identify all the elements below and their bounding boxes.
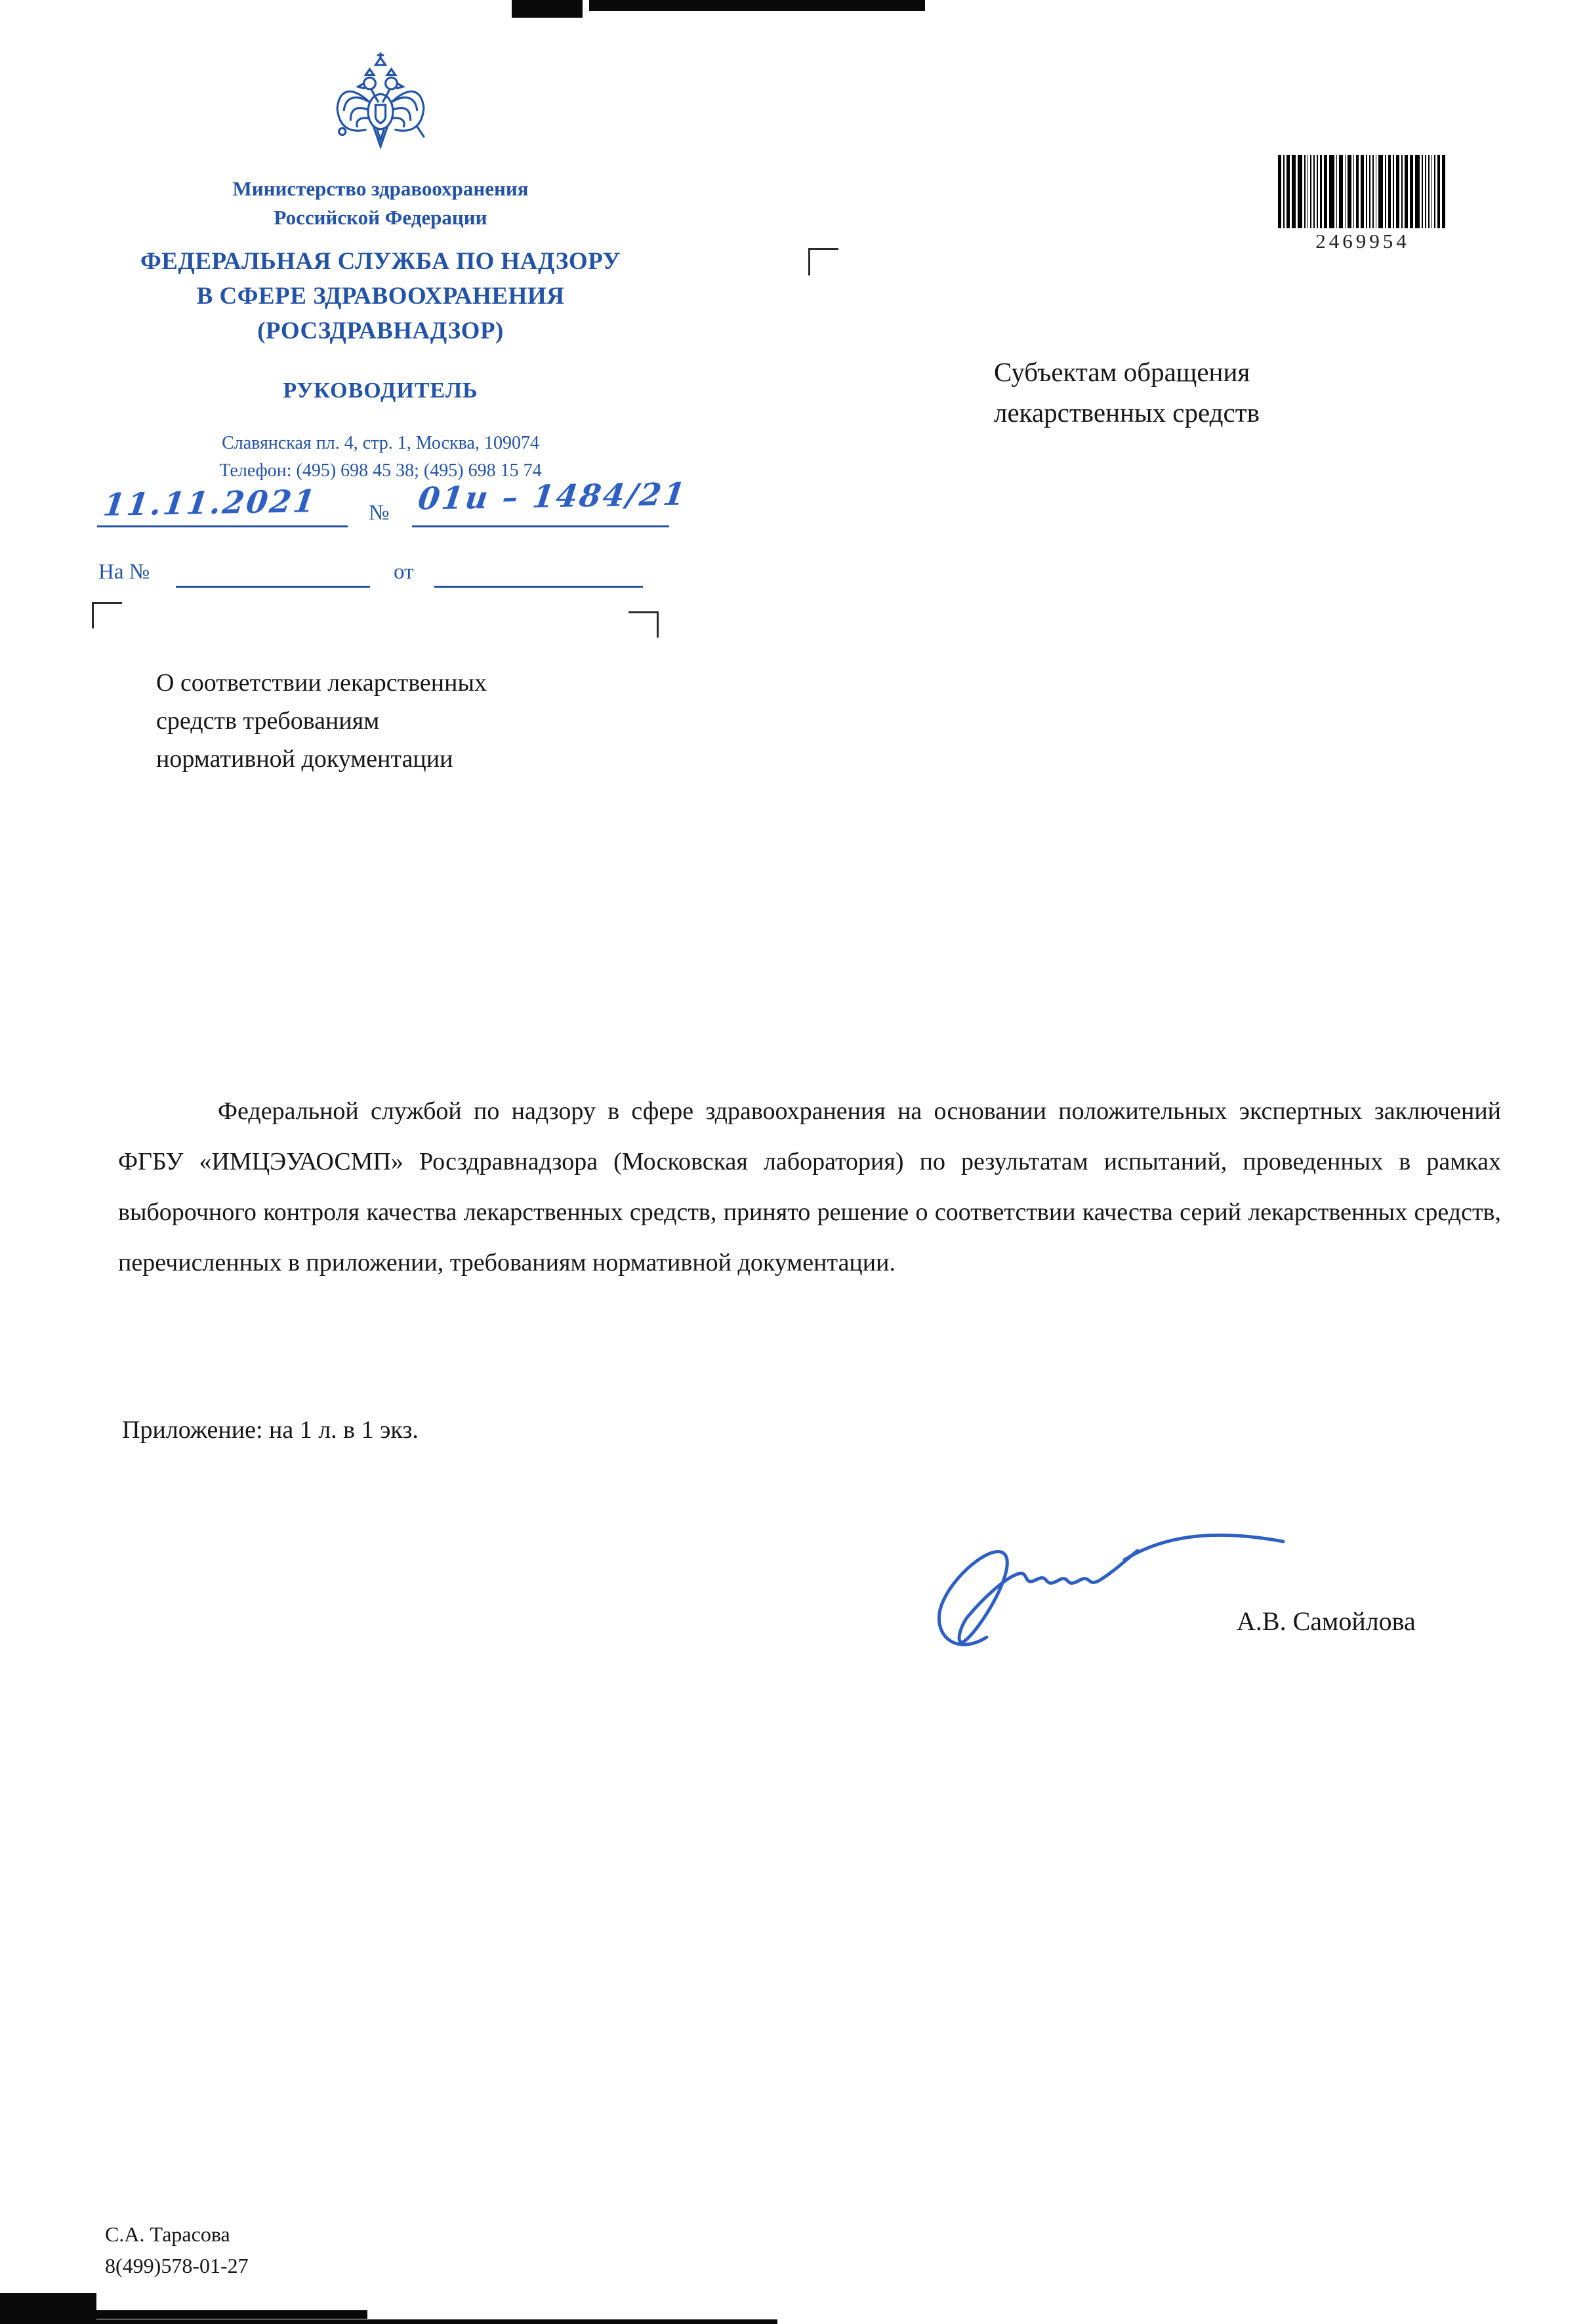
outgoing-number-handwritten: 01и – 1484/21 [416,476,690,518]
reply-number-blank [176,559,370,588]
date-underline [97,497,348,527]
barcode-number: 2469954 [1315,230,1410,253]
scan-artifact-bottom-strip-thin [0,2319,777,2324]
subject-block [156,664,487,778]
corner-mark-addressee [808,248,838,275]
corner-mark-right [628,611,659,638]
scan-artifact-top-left-bar [512,0,583,18]
ministry-name-line1: Министерство здравоохранения [232,177,529,200]
coat-of-arms-icon [331,50,430,160]
footer-block [105,2218,249,2281]
subject-line2: средств требованиям [156,707,380,735]
outgoing-date-handwritten: 11.11.2021 [101,483,319,523]
executor-name: С.А. Тарасова [105,2222,230,2246]
addressee-block [994,352,1260,433]
subject-line1: О соответствии лекарственных [156,669,487,697]
number-sign: № [369,501,390,525]
addressee-line1: Субъектам обращения [994,357,1250,387]
body-paragraph: Федеральной службой по надзору в сфере здравоохранения на основании положительных экспертных заключений ФГБУ «ИМЦЭУАОСМП» Росздравнадзора (Московская лаборатория) по результатам испытаний, проведенных в рамках выборочного контроля качества лекарственных средств, принято решение о соответствии качества серий лекарственных средств, перечисленных в приложении, требованиям нормативной документации. [118,1097,1501,1276]
barcode [1278,155,1447,253]
reply-date-blank [434,559,643,588]
addressee-line2: лекарственных средств [994,398,1260,428]
service-name-line3: (РОСЗДРАВНАДЗОР) [257,317,504,344]
barcode-bars [1278,155,1447,228]
scan-artifact-top-right-bar [589,0,925,11]
reply-prefix: На № [98,560,150,584]
service-name-line1: ФЕДЕРАЛЬНАЯ СЛУЖБА ПО НАДЗОРУ [140,248,621,275]
signature-scribble [924,1496,1295,1677]
reply-from-label: от [394,560,414,584]
letterhead-phone: Телефон: (495) 698 45 38; (495) 698 15 74 [219,460,542,481]
letterhead [85,50,676,485]
ministry-name-line2: Российской Федерации [274,206,487,229]
attachment-note: Приложение: на 1 л. в 1 экз. [122,1416,419,1444]
subject-line3: нормативной документации [156,745,453,773]
letterhead-address: Славянская пл. 4, стр. 1, Москва, 109074 [222,433,539,453]
signer-name: А.В. Самойлова [1237,1606,1416,1636]
corner-mark-left [92,602,122,628]
scan-artifact-bottom-strip-thick [0,2310,367,2319]
executor-phone: 8(499)578-01-27 [105,2254,249,2277]
service-name-line2: В СФЕРЕ ЗДРАВООХРАНЕНИЯ [196,283,565,310]
position-title: РУКОВОДИТЕЛЬ [283,378,478,403]
number-underline [412,497,669,527]
